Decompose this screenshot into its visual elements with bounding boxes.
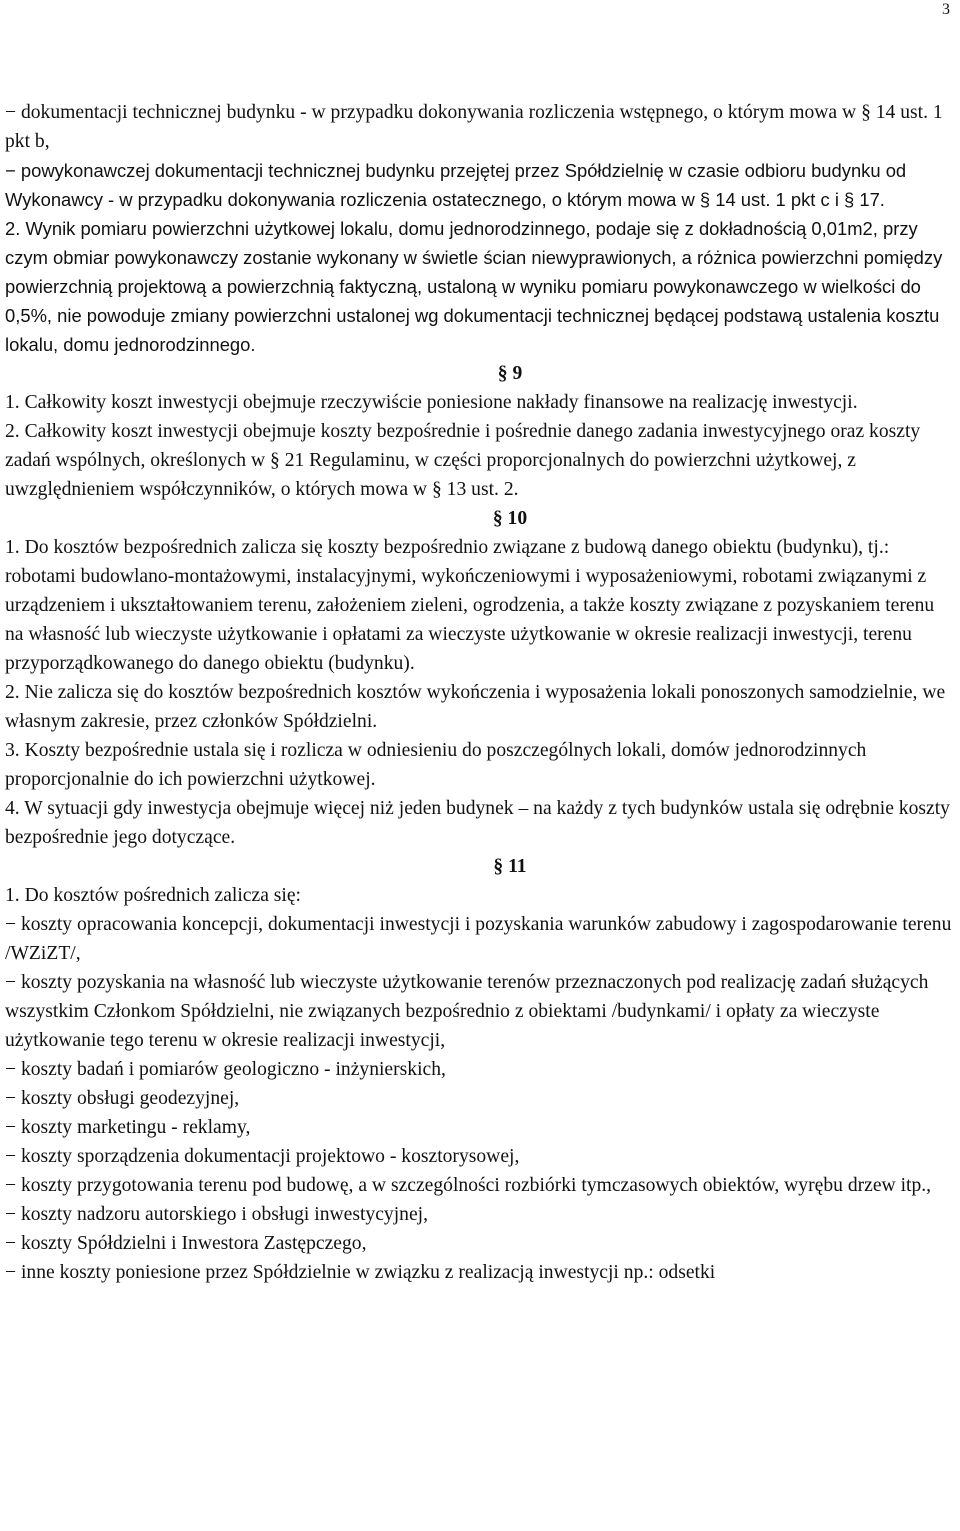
list-item: − koszty sporządzenia dokumentacji projektowo - kosztorysowej, — [5, 1142, 955, 1171]
list-item: − koszty przygotowania terenu pod budowę, a w szczególności rozbiórki tymczasowych obiektów, wyrębu drzew itp., — [5, 1171, 955, 1200]
section-heading: § 9 — [497, 363, 523, 384]
paragraph: 2. Całkowity koszt inwestycji obejmuje koszty bezpośrednie i pośrednie danego zadania inwestycyjnego oraz koszty zadań wspólnych, określonych w § 21 Regulaminu, w części proporcjonalnych do powierzchni użytkowej, z uwzględnieniem współczynników, o których mowa w § 13 ust. 2. — [5, 421, 921, 500]
list-item: − koszty Spółdzielni i Inwestora Zastępczego, — [5, 1229, 955, 1258]
list-item: − koszty marketingu - reklamy, — [5, 1113, 955, 1142]
page-number: 3 — [942, 1, 950, 18]
list-item: − koszty opracowania koncepcji, dokumentacji inwestycji i pozyskania warunków zabudowy i zagospodarowanie terenu /WZiZT/, — [5, 910, 955, 968]
paragraph: 4. W sytuacji gdy inwestycja obejmuje więcej niż jeden budynek – na każdy z tych budynków ustala się odrębnie koszty bezpośrednie jego dotyczące. — [5, 798, 950, 848]
list-item: − koszty badań i pomiarów geologiczno - inżynierskich, — [5, 1055, 955, 1084]
section-heading: § 10 — [492, 508, 528, 529]
paragraph: 1. Do kosztów pośrednich zalicza się: — [5, 885, 301, 906]
list-item: − koszty nadzoru autorskiego i obsługi inwestycyjnej, — [5, 1200, 955, 1229]
list-item: − inne koszty poniesione przez Spółdzielnie w związku z realizacją inwestycji np.: odsetki — [5, 1258, 955, 1287]
document-body — [5, 98, 955, 1287]
paragraph: 3. Koszty bezpośrednie ustala się i rozlicza w odniesieniu do poszczególnych lokali, domów jednorodzinnych proporcjonalnie do ich powierzchni użytkowej. — [5, 740, 867, 790]
section-heading: § 11 — [493, 856, 527, 877]
list-item: − powykonawczej dokumentacji technicznej budynku przejętej przez Spółdzielnię w czasie odbioru budynku od Wykonawcy - w przypadku dokonywania rozliczenia ostatecznego, o którym mowa w § 14 ust. 1 pkt c i § 17. — [5, 156, 955, 214]
list-item: − koszty pozyskania na własność lub wieczyste użytkowanie terenów przeznaczonych pod realizację zadań służących wszystkim Członkom Spółdzielni, nie związanych bezpośrednio z obiektami /budynkami/ i opłaty za wieczyste użytkowanie tego terenu w okresie realizacji inwestycji, — [5, 968, 955, 1055]
paragraph: 1. Do kosztów bezpośrednich zalicza się koszty bezpośrednio związane z budową danego obiektu (budynku), tj.: robotami budowlano-montażowymi, instalacyjnymi, wykończeniowymi i wyposażeniowymi, robotami związanymi z urządzeniem i ukształtowaniem terenu, założeniem zieleni, ogrodzenia, a także koszty związane z pozyskaniem terenu na własność lub wieczyste użytkowanie i opłatami za wieczyste użytkowanie w okresie realizacji inwestycji, terenu przyporządkowanego do danego obiektu (budynku). — [5, 537, 935, 674]
paragraph: 2. Wynik pomiaru powierzchni użytkowej lokalu, domu jednorodzinnego, podaje się z dokładnością 0,01m2, przy czym obmiar powykonawczy zostanie wykonany w świetle ścian niewyprawionych, a różnica powierzchni pomiędzy powierzchnią projektową a powierzchnią faktyczną, ustaloną w wyniku pomiaru powykonawczego w wielkości do 0,5%, nie powoduje zmiany powierzchni ustalonej wg dokumentacji technicznej będącej podstawą ustalenia kosztu lokalu, domu jednorodzinnego. — [5, 218, 943, 355]
list-item: − dokumentacji technicznej budynku - w przypadku dokonywania rozliczenia wstępnego, o którym mowa w § 14 ust. 1 pkt b, — [5, 98, 955, 156]
paragraph: 2. Nie zalicza się do kosztów bezpośrednich kosztów wykończenia i wyposażenia lokali ponoszonych samodzielnie, we własnym zakresie, przez członków Spółdzielni. — [5, 682, 946, 732]
paragraph: 1. Całkowity koszt inwestycji obejmuje rzeczywiście poniesione nakłady finansowe na realizację inwestycji. — [5, 392, 858, 413]
list-item: − koszty obsługi geodezyjnej, — [5, 1084, 955, 1113]
